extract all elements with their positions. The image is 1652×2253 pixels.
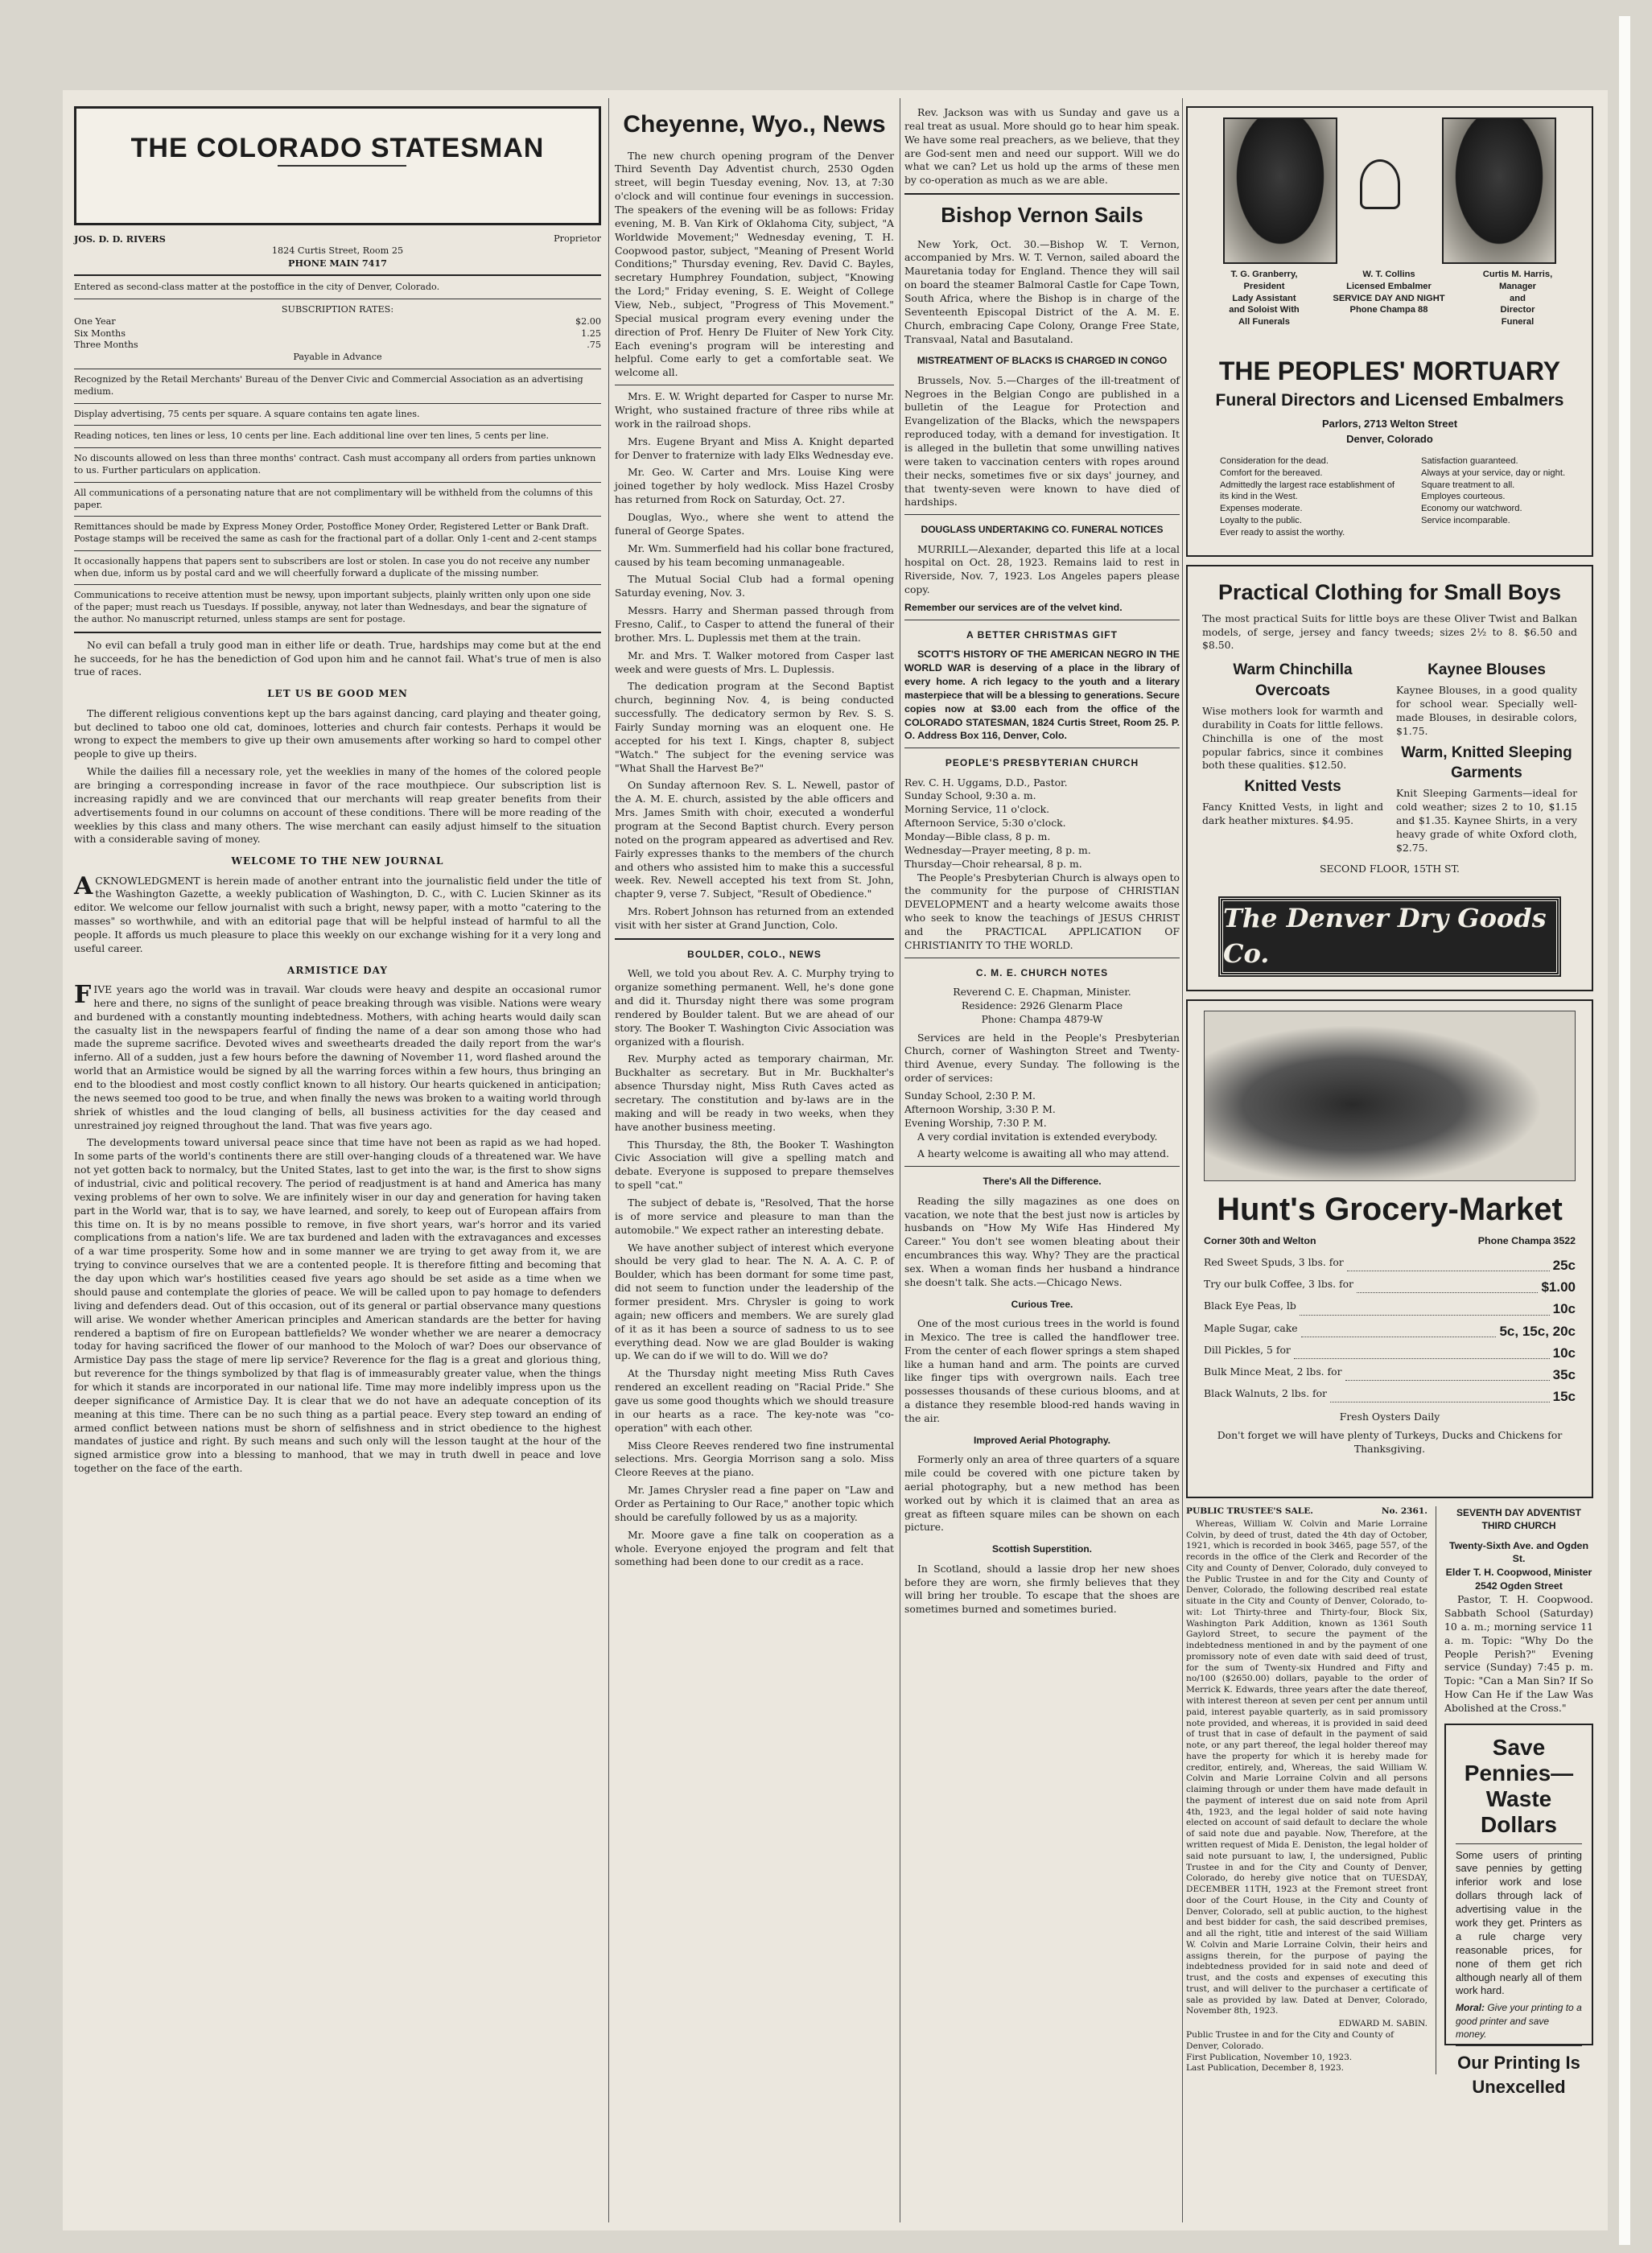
mortuary-list-left (1220, 455, 1405, 538)
grocery-price-list (1204, 1256, 1576, 1406)
item-price: 10c (1552, 1301, 1576, 1317)
paragraph: The new church opening program of the Denver Third Seventh Day Adventist church, 2530 Ogden street, will begin Tuesday evening, Nov. 13, at 7:30 o'clock and will continue four evenings in succession. The speakers of the evening will be as follows: Friday evening, M. B. Van Kirk of Oklahoma City, subject, "A Worldwide Movement;" Wednesday evening, T. H. Coopwood pastor, subject, "Meaning of Present World Conditions;" Thursday evening, Rev. David C. Bayles, secretary Humphrey Foundation, subject, "Knowing the Lord;" Friday evening, S. E. Weight of College View, Neb., subject, "Progress of This Movement." Special musical program every evening under the direction of Prof. Henry De Fluiter of New York City. Each evening's program will be interesting and helpful. Come early to get a comfortable seat. We welcome all. (615, 149, 894, 379)
vests-heading: Knitted Vests (1244, 778, 1341, 796)
list-item: Comfort for the bereaved. (1220, 467, 1323, 478)
douglass-note: Remember our services are of the velvet kind. (904, 602, 1123, 614)
trustee-role: Public Trustee in and for the City and County of Denver, Colorado. (1186, 2029, 1395, 2051)
overcoats-heading: Warm Chinchilla Overcoats (1233, 661, 1353, 700)
list-item: Consideration for the dead. (1220, 456, 1329, 466)
caption-line: Licensed Embalmer (1346, 281, 1432, 291)
grocery-address: Corner 30th and Welton (1204, 1235, 1316, 1247)
paragraph: Mr. and Mrs. T. Walker motored from Casper last week and were guests of Mrs. L. Duplessis. (615, 649, 894, 675)
masthead (74, 106, 601, 225)
paragraph: In Scotland, should a lassie drop her new shoes before they are worn, she firmly believes that they will bring her trouble. To escape that the shoes are sometimes burned and sometimes buried. (904, 1562, 1180, 1616)
item-name: Black Eye Peas, lb (1204, 1299, 1296, 1312)
portrait-harris (1442, 117, 1556, 264)
moral-label: Moral: (1456, 2002, 1485, 2014)
trustee-sale (1186, 1506, 1427, 2074)
pennies-footer-2: Unexcelled (1472, 2077, 1566, 2098)
clothing-columns (1202, 657, 1577, 859)
paragraph: Services are held in the People's Presbyterian Church, corner of Washington Street and Twenty-third Avenue, every Sunday. The following is the order of services: (904, 1031, 1180, 1085)
paragraph: Brussels, Nov. 5.—Charges of the ill-treatment of Negroes in the Belgian Congo are published in a bulletin of the League for Protection and Evangelization of the Blacks, which the newspapers reproduced today, with a demand for investigation. It is alleged in the bulletin that some unwilling natives were taken to vaccination centers with ropes around their necks, sometimes five or six days' journey, and that twenty-seven were known to have died of hardships. (904, 373, 1180, 509)
notice: Display advertising, 75 cents per square. A square contains ten agate lines. (74, 408, 420, 419)
drop-cap: A (74, 871, 93, 900)
notice: All communications of a personating nature that are not complimentary will be withheld from the columns of this paper. (74, 487, 593, 510)
list-item: Admittedly the largest race establishment of its kind in the West. (1220, 480, 1395, 502)
mortuary-list-right (1421, 455, 1582, 527)
collins-caption (1324, 269, 1453, 316)
column-ads (1186, 106, 1593, 2098)
paragraph: Miss Cleore Reeves rendered two fine instrumental selections. Mrs. Georgia Morrison sang a solo. Miss Cleore Reeves at the piano. (615, 1439, 894, 1479)
list-item: Service incomparable. (1421, 515, 1510, 525)
schedule-line: Afternoon Worship, 3:30 P. M. (904, 1102, 1056, 1115)
clothing-intro: The most practical Suits for little boys are these Oliver Twist and Balkan models, of serge, jersey and fancy tweeds; sizes 2½ to 8. $6.50 and $8.50. (1202, 612, 1577, 652)
schedule-line: Sunday School, 9:30 a. m. (904, 789, 1036, 802)
divider (74, 403, 601, 404)
paragraph: New York, Oct. 30.—Bishop W. T. Vernon, accompanied by Mrs. W. T. Vernon, sailed aboard the Mauretania today for England. Thence they will sail on board the steamer Balmoral Castle for Cape Town, South Africa, where the Bishop is in charge of the Seventeenth Episcopal District of the A. M. E. Church, embracing Cape Colony, Orange Free State, Transvaal, Natal and Basutaland. (904, 237, 1180, 345)
pennies-title-2: Waste Dollars (1481, 1786, 1557, 1838)
schedule-line: Sunday School, 2:30 P. M. (904, 1089, 1036, 1102)
caption-line: Curtis M. Harris, (1482, 270, 1553, 279)
item-name: Maple Sugar, cake (1204, 1321, 1298, 1334)
proprietor-row (74, 233, 601, 245)
list-item: Economy our watchword. (1421, 504, 1522, 514)
caption-line: T. G. Granberry, (1230, 270, 1298, 279)
clothing-right (1396, 657, 1577, 859)
item-price: 5c, 15c, 20c (1499, 1323, 1576, 1339)
paragraph: Douglas, Wyo., where she went to attend the funeral of George Spates. (615, 510, 894, 537)
clothing-ad (1186, 565, 1593, 991)
paragraph: The different religious conventions kept up the bars against dancing, card playing and theater going, but declined to taboo one old cat, dominoes, lotteries and church fair contests. Perhaps it would be wrong to expect the members to give up their own amusements after working so hard to compel other people to give up theirs. (74, 706, 601, 760)
subscription-heading: SUBSCRIPTION RATES: (281, 304, 394, 315)
price-row (1204, 1278, 1576, 1296)
item-price: 35c (1552, 1366, 1576, 1382)
notice: Reading notices, ten lines or less, 10 cents per line. Each additional line over ten lines, 5 cents per line. (74, 430, 550, 442)
caption-line: Director (1500, 305, 1535, 315)
adventist-address: Twenty-Sixth Ave. and Ogden St. (1448, 1539, 1589, 1565)
grocery-address-row (1204, 1234, 1576, 1248)
trustee-first-pub: First Publication, November 10, 1923. (1186, 2052, 1353, 2062)
rate-label: Three Months (74, 340, 138, 351)
caption-line: Lady Assistant (1232, 293, 1296, 303)
cme-minister: Reverend C. E. Chapman, Minister. (953, 986, 1131, 999)
adventist-elder: Elder T. H. Coopwood, Minister (1445, 1567, 1592, 1579)
price-row (1204, 1299, 1576, 1318)
grocery-ad (1186, 999, 1593, 1498)
paragraph: Mrs. Robert Johnson has returned from an extended visit with her sister at Grand Junction, Colo. (615, 905, 894, 932)
trustee-last-pub: Last Publication, December 8, 1923. (1186, 2063, 1345, 2074)
divider (1456, 1843, 1582, 1844)
grocery-title: Hunt's Grocery-Market (1217, 1192, 1563, 1227)
vests-text: Fancy Knitted Vests, in light and dark heather mixtures. $4.95. (1202, 801, 1383, 826)
divider (74, 447, 601, 448)
grocery-phone: Phone Champa 3522 (1477, 1235, 1576, 1247)
sleep-heading: Warm, Knitted Sleeping Garments (1401, 743, 1572, 782)
address: 1824 Curtis Street, Room 25 (271, 245, 404, 256)
rate-row (74, 340, 601, 352)
masthead-title: THE COLORADO STATESMAN (130, 133, 545, 163)
paragraph: Mrs. E. W. Wright departed for Casper to nurse Mr. Wright, who sustained fracture of three ribs while at work in the railroad shops. (615, 390, 894, 430)
caption-line: President (1243, 281, 1285, 291)
blouses-text: Kaynee Blouses, in a good quality for school wear. Specially well-made Blouses, in desirable colors, $1.75. (1396, 684, 1577, 737)
cme-phone: Phone: Champa 4879-W (981, 1012, 1103, 1025)
pennies-ad (1444, 1724, 1593, 2098)
headline-boulder: BOULDER, COLO., NEWS (687, 948, 822, 960)
schedule-line: Evening Worship, 7:30 P. M. (904, 1116, 1047, 1129)
headline-superstition: Scottish Superstition. (991, 1543, 1092, 1555)
turkey-illustration (1204, 1011, 1576, 1181)
paragraph: Mrs. Eugene Bryant and Miss A. Knight departed for Denver to fraternize with lady Elks Wednesday eve. (615, 435, 894, 461)
paragraph: This Thursday, the 8th, the Booker T. Washington Civic Association will give a spelling match and debate. Everyone is supposed to prepare themselves to spell "cat." (615, 1138, 894, 1192)
divider (615, 938, 894, 940)
caption-line: and Soloist With (1229, 305, 1300, 315)
column-news (904, 106, 1180, 1621)
list-item: Always at your service, day or night. (1421, 467, 1566, 478)
rate-label: One Year (74, 315, 116, 327)
sleep-text: Knit Sleeping Garments—ideal for cold weather; sizes 2 to 10, $1.15 and $1.35. Kaynee Shirts, in a very heavy grade of white Oxford cloth, $2.75. (1396, 787, 1577, 854)
headline-cme: C. M. E. CHURCH NOTES (975, 966, 1109, 978)
notice: Communications to receive attention must be newsy, upon important subjects, plainly written only upon one side of the paper; must reach us Tuesdays. If possible, anyway, not later than Wednesdays, and bear the signature of the author. No manuscript returned, unless stamps are sent for postage. (74, 590, 591, 624)
payable-note: Payable in Advance (293, 352, 382, 363)
item-name: Try our bulk Coffee, 3 lbs. for (1204, 1278, 1353, 1291)
paragraph: Rev. Murphy acted as temporary chairman, Mr. Buckhalter as secretary. But in Mr. Buckhalter's absence Thursday night, Miss Ruth Caves acted as secretary. The constitution and by-laws are in the making and will be ready in two weeks, when they have another business meeting. (615, 1052, 894, 1133)
headline-tree: Curious Tree. (1011, 1298, 1073, 1310)
price-row (1204, 1344, 1576, 1362)
caption-line: Phone Champa 88 (1349, 305, 1428, 315)
price-row (1204, 1322, 1576, 1341)
page-edge (1619, 16, 1630, 2245)
paragraph: Rev. Jackson was with us Sunday and gave us a real treat as usual. More should go to hear him speak. We have some real preachers, as we believe, that they are God-sent men and need our support. Will we do what we can? Let us hold up the arms of these men by co-operation as much as we are able. (904, 106, 1180, 187)
editorial-intro: No evil can befall a truly good man in either life or death. True, hardships may come but at the end he succeeds, for he has the benediction of God upon him and he cannot fail. What's true of men is also true of races. (74, 638, 601, 678)
caption-line: Manager (1498, 281, 1536, 291)
notice: Remittances should be made by Express Money Order, Postoffice Money Order, Registered Letter or Bank Draft. Postage stamps will be received the same as cash for the fractional part of a dollar. Only 1-cent and 2-cent stamps (74, 521, 597, 545)
paragraph: Mr. Geo. W. Carter and Mrs. Louise King were joined together by holy wedlock. Miss Hazel Crosby has returned from Rock on Saturday, Oct. 27. (615, 466, 894, 506)
granberry-caption (1196, 269, 1333, 328)
rate-label: Six Months (74, 327, 126, 339)
drop-cap: F (74, 981, 92, 1010)
divider (74, 425, 601, 426)
harris-caption (1453, 269, 1582, 328)
subscription-rates (74, 316, 601, 352)
paragraph: A very cordial invitation is extended everybody. (917, 1130, 1158, 1143)
schedule-line: Thursday—Choir rehearsal, 8 p. m. (904, 857, 1082, 870)
paragraph: The developments toward universal peace since that time have not been as rapid as we had hoped. In some parts of the world's continents there are still over-hanging clouds of a threatened war. We have not yet gotten back to normalcy, but the United States, last to get into the war, is the first to show signs of industrial, civic and political recovery. The period of readjustment is at hand and America has many vexing problems of her own to solve. We are infinitely wiser in our day and generation for having taken part in the World war, that is to say, we have learned, and sorely, to keep out of European affairs from this time on. It is by no means possible to remove, in five short years, war's horror and its varied complications from a nation's life. We are tax burdened and laden with the extravagances and excesses of a war time prosperity. Some how and in some manner we are trying to get away from it, we are trying to convince ourselves that we are a contented people. It is therefore fitting and becoming that the day upon which war's hostilities ceased five years ago should be set aside as a time when we should pause and contemplate the glories of peace. We will be called upon to pay homage to defenders living and defenders dead. Out of this occasion, out of its general or partial observance many questions will arise. We wonder whether American principles and American standards are the better for having rendered a baptism of fire on European battlefields? We wonder whether we are nearer a democracy today for having sacrificed the flower of our manhood to the Moloch of war? Does our observance of Armistice Day pass the stage of mere lip service? Reverence for the flag is a great and glorious thing, but reverence for the things symbolized by that flag is of immeasurably greater value, when the things for which it stands are incorporated in our national life. Time may more indelibly impress upon us the deeper significance of Armistice Day. It is clear that we do not have an adequate conception of its meaning at this time. There can be no such thing as a partial peace. Every step toward an ending of armed conflict between nations must be shorn of selfishness and in strict obedience to the highest mandates of justice and right. By such means and such only will the lesson taught at the hour of the signed armistice grow into a blessing to manhood, that we may in truth dwell in peace and love together on the face of the earth. (74, 1136, 601, 1475)
headline-welcome: WELCOME TO THE NEW JOURNAL (231, 855, 444, 867)
paragraph: The dedication program at the Second Baptist church, beginning Nov. 4, is being conducted successfully. The dedicatory sermon by Rev. S. S. Fairly Sunday morning was an eloquent one. He accepted for his text I. Kings, chapter 8, subject "Watch." The subject for the evening service was "What Shall the Harvest Be?" (615, 680, 894, 774)
notice: No discounts allowed on less than three months' contract. Cash must accompany all orders from parties unknown to us. Further particulars on application. (74, 453, 596, 476)
item-price: 25c (1552, 1258, 1576, 1274)
headline-presbyterian: PEOPLE'S PRESBYTERIAN CHURCH (945, 757, 1139, 769)
moral-text: Give your printing to a good printer and save money. (1456, 2002, 1582, 2040)
mortuary-city: Denver, Colorado (1346, 433, 1433, 445)
item-name: Dill Pickles, 5 for (1204, 1343, 1291, 1356)
trustee-body: Whereas, William W. Colvin and Marie Lorraine Colvin, by deed of trust, dated the 4th day of October, 1921, which is recorded in book 3465, page 557, of the records in the office of the Clerk and Recorder of the City and County of Denver, Colorado, duly conveyed to the Public Trustee in and for the City and County of Denver, Colorado, the following described real estate situate in the City and County of Denver, Colorado, to-wit: Lot Thirty-three and Thirty-four, Block Six, Washington Park Addition, known as 1361 South Gaylord Street, to secure the payment of the indebtedness mentioned in and by the payment of one promissory note of even date with said deed of trust, for the sum of Twenty-six Hundred and Fifty and no/100 ($2650.00) dollars, payable to the order of Merrick K. Edwards, three years after the date thereof, with interest thereon at seven per cent per annum until paid, interest payable quarterly, as in said promissory note provided, and whereas, it is provided in said deed of trust that in case of default in the payment of said note, or any part thereof, the legal holder thereof may have the property for which it is hereby made for creditor, entirely, and, Whereas, the said William W. Colvin and Marie Lorraine Colvin and all persons claiming through or under them have made default in the payment of interest due on said note from April 4th, 1923, and the legal holder of said note having elected on account of said default to declare the whole of said note due and payable. Now, Therefore, at the written request of Mida E. Deniston, the legal holder of said note pursuant to law, I, the undersigned, Public Trustee in and for the City and County of Denver, Colorado, do hereby give notice that on TUESDAY, DECEMBER 11TH, 1923 at the Fremont street front door of the Court House, in the City and County of Denver, Colorado, sell at public auction, to the highest and best bidder for cash, the said described premises, and all the right, title and interest of the said William W. Colvin and Marie Lorraine Colvin, their heirs and assigns therein, for the purpose of paying the indebtedness provided for in said note and deed of trust, and the costs and expenses of executing this trust, and will deliver to the purchaser a certificate of sale as provided by law. Dated at Denver, Colorado, November 8th, 1923. (1186, 1518, 1427, 2016)
headline-cheyenne: Cheyenne, Wyo., News (623, 111, 886, 138)
rate-row (74, 316, 601, 328)
portrait-granberry (1223, 117, 1337, 264)
list-item: Satisfaction guaranteed. (1421, 456, 1518, 466)
headline-difference: There's All the Difference. (983, 1176, 1102, 1188)
paragraph: Mr. Wm. Summerfield had his collar bone fractured, caused by his team becoming unmanageable. (615, 542, 894, 568)
list-item: Ever ready to assist the worthy. (1220, 527, 1345, 538)
list-item: Expenses moderate. (1220, 504, 1303, 514)
divider (74, 550, 601, 551)
emblem-icon (1360, 159, 1400, 209)
adventist-body: Pastor, T. H. Coopwood. Sabbath School (Saturday) 10 a. m.; morning service 11 a. m. Topic: "Why Do the People Perish?" Evening service (Sunday) 7:45 p. m. Topic: "Can a Man Sin? If So How Can He if the Law Was Abolished at the Cross." (1444, 1593, 1593, 1714)
trustee-title: PUBLIC TRUSTEE'S SALE. (1186, 1506, 1313, 1516)
headline-congo: MISTREATMENT OF BLACKS IS CHARGED IN CONGO (917, 355, 1168, 367)
schedule-line: Wednesday—Prayer meeting, 8 p. m. (904, 843, 1091, 856)
list-item: Employes courteous. (1421, 492, 1506, 502)
caption-line: Funeral (1501, 317, 1535, 327)
rate-price: $2.00 (575, 315, 601, 327)
presbyterian-schedule (904, 776, 1180, 871)
caption-line: and (1510, 293, 1526, 303)
headline-douglass: DOUGLASS UNDERTAKING CO. FUNERAL NOTICES (921, 524, 1164, 536)
paragraph: Well, we told you about Rev. A. C. Murphy trying to organize something permanent. Well, he's done gone and did it. Thursday night there was some program rendered by Boulder talent. But we are ahead of our story. The Booker T. Washington Civic Association was organized with a flourish. (615, 967, 894, 1048)
paragraph: We have another subject of interest which everyone should be very glad to hear. The N. A. A. C. P. of Boulder, which has been dormant for some time past, did not seem to function under the leadership of the former president. Mrs. Chrysler is going to work again; new officers and members. We are surely glad of it as it has been a source of sadness to us to see everything dead. Now we are glad Boulder is waking up. We can do if we will to do. Will we do? (615, 1241, 894, 1362)
column-rule (608, 98, 609, 2222)
column-cheyenne (615, 106, 894, 1573)
paragraph: One of the most curious trees in the world is found in Mexico. The tree is called the handflower tree. From the center of each flower springs a stem shaped like a human hand and arm. The points are curved like finger tips with overgrown nails. Each tree possesses thousands of these curious blooms, and at a distance they resemble blood-red hands waving in the air. (904, 1316, 1180, 1424)
price-row (1204, 1256, 1576, 1275)
paragraph: While the dailies fill a necessary role, yet the weeklies in many of the homes of the colored people are bringing a corresponding increase in favor of the race mouthpiece. Our subscription list is increasing rapidly and we are convinced that our merchants will reap greater benefits from their advertisements found in our columns on account of these conditions. There will be more reading of the weeklies by this class and many others. The wise merchant can easily adjust himself to the situation with a considerable saving of money. (74, 765, 601, 846)
caption-line: SERVICE DAY AND NIGHT (1333, 293, 1445, 303)
caption-line: W. T. Collins (1362, 270, 1415, 279)
item-name: Bulk Mince Meat, 2 lbs. for (1204, 1365, 1342, 1378)
paragraph: SCOTT'S HISTORY OF THE AMERICAN NEGRO IN THE WORLD WAR is deserving of a place in the library of every home. A rich legacy to the youth and a literary masterpiece that will be a blessing to generations. Secure copies now at $3.00 each from the office of the COLORADO STATESMAN, 1824 Curtis Street, Room 25. P. O. Address Box 116, Denver, Colo. (904, 649, 1180, 742)
denver-dry-goods-logo: The Denver Dry Goods Co. (1220, 898, 1559, 975)
clothing-title: Practical Clothing for Small Boys (1217, 580, 1562, 604)
item-price: $1.00 (1541, 1279, 1576, 1295)
paragraph: The People's Presbyterian Church is always open to the community for the purpose of CHRISTIAN DEVELOPMENT and a hearty welcome awaits those who seek to know the teachings of JESUS CHRIST and the PRACTICAL APPLICATION OF CHRISTIANITY TO THE WORLD. (904, 871, 1180, 951)
paragraph: Reading the silly magazines as one does on vacation, we note that the best just now is articles by husbands on "How My Wife Has Hindered My Career." You don't see women bleating about their encumbrances this way. Why? They are the practical sex. When a woman finds her husband a hindrance she doesn't talk. She acts.—Chicago News. (904, 1194, 1180, 1288)
divider (74, 516, 601, 517)
item-name: Red Sweet Spuds, 3 lbs. for (1204, 1256, 1344, 1269)
masthead-ornament (278, 165, 406, 215)
item-price: 10c (1552, 1345, 1576, 1361)
adventist-title: SEVENTH DAY ADVENTIST THIRD CHURCH (1456, 1507, 1581, 1532)
pennies-title: Save Pennies— (1464, 1734, 1574, 1786)
paragraph: Mr. Moore gave a fine talk on cooperation as a whole. Everyone enjoyed the program and felt that something had been done to our credit as a race. (615, 1528, 894, 1568)
headline-vernon: Bishop Vernon Sails (941, 203, 1143, 228)
paragraph-text: CKNOWLEDGMENT is herein made of another entrant into the journalistic field under the title of the Washington Gazette, a weekly publication of Washington, D. C., with C. Lucien Skinner as its editor. We welcome our fellow journalist with such a bright, newsy paper, with a motto "catering to the masses" so worthwhile, and with an editorial page that will be helpful instead of harmful to all the people. It affords us much pleasure to place this weekly on our exchange wishing for it a very long and useful career. (74, 874, 601, 954)
item-name: Black Walnuts, 2 lbs. for (1204, 1386, 1327, 1399)
overcoats-text: Wise mothers look for warmth and durability in Coats for little fellows. Chinchilla is one of the most popular fabrics, since it combines both these qualities. $12.50. (1202, 704, 1383, 772)
proprietor-name: JOS. D. D. RIVERS (74, 233, 166, 245)
price-row (1204, 1387, 1576, 1406)
bottom-ads (1186, 1506, 1593, 2098)
divider (904, 514, 1180, 515)
trustee-signed: EDWARD M. SABIN. (1338, 2019, 1427, 2029)
paragraph-armistice (74, 983, 601, 1132)
item-price: 15c (1552, 1388, 1576, 1404)
trustee-number: No. 2361. (1381, 1506, 1427, 1516)
price-row (1204, 1365, 1576, 1384)
paragraph-welcome (74, 871, 601, 956)
paragraph: At the Thursday night meeting Miss Ruth Caves rendered an excellent reading on "Racial Pride." She gave us some good thoughts which we should treasure in our hearts as a race. The key-note was "co-operation" with each other. (615, 1367, 894, 1434)
clothing-left (1202, 657, 1383, 859)
divider (74, 632, 601, 633)
right-bottom (1444, 1506, 1593, 2098)
pennies-moral (1456, 2001, 1582, 2041)
divider (904, 193, 1180, 195)
headline-armistice: ARMISTICE DAY (287, 964, 388, 976)
adventist-street: 2542 Ogden Street (1475, 1580, 1563, 1592)
divider (1456, 2045, 1582, 2046)
column-editorial (74, 106, 601, 1480)
entered-notice: Entered as second-class matter at the postoffice in the city of Denver, Colorado. (74, 282, 440, 293)
mortuary-subtitle: Funeral Directors and Licensed Embalmers (1215, 391, 1564, 410)
paragraph: MURRILL—Alexander, departed this life at a local hospital on Oct. 28, 1923. Remains laid to rest in Riverside, Nov. 7, 1923. Los Angeles papers please copy. (904, 542, 1180, 596)
blouses-heading: Kaynee Blouses (1427, 661, 1546, 679)
paragraph: The Mutual Social Club had a formal opening Saturday evening, Nov. 3. (615, 573, 894, 599)
headline-good-men: LET US BE GOOD MEN (267, 688, 408, 700)
paragraph: On Sunday afternoon Rev. S. L. Newell, pastor of the A. M. E. church, assisted by the able officers and Mrs. James Smith with choir, executed a wonderful program at the Second Baptist church. Every person noted on the program appeared as advertised and Rev. Fairly expresses thanks to the members of the church and others who assisted him to make this a successful week. Rev. Newell accepted his text from St. John, chapter 9, verse 7. Subject, "Result of Obedience." (615, 779, 894, 900)
rate-price: 1.25 (581, 327, 601, 339)
paragraph-text: IVE years ago the world was in travail. War clouds were heavy and despite an occasional rumor here and there, no signs of the sunlight of peace breaking through was visible. Nations were weary and burdened with a constantly mounting indebtedness. Mothers, with aching hearts would daily scan the casualty list in the newspapers fearful of finding the name of a dear son among those who had made the supreme sacrifice. Devoted wives and sweethearts dreaded the daily report from the war's inferno. All of a sudden, just a few hours before the dawning of November 11, word flashed around the world that an Armistice would be signed by all the warring forces within a few hours, thus bringing an end to the bloodiest and most costly conflict known to all history. Our hearts quickened in anticipation; the news seemed too good to be true, and when finally the news was broken to a waiting world through shriek of whistles and the loud clanging of bells, all business activities for the day ceased and unrestrained joy reigned throughout the land. That was five years ago. (74, 983, 601, 1131)
phone: PHONE MAIN 7417 (288, 257, 387, 269)
paragraph: The subject of debate is, "Resolved, That the horse is of more service and pleasure to man than the automobile." We expect rather an interesting debate. (615, 1196, 894, 1236)
list-item: Square treatment to all. (1421, 480, 1515, 490)
mortuary-parlors: Parlors, 2713 Welton Street (1321, 418, 1458, 430)
trustee-heading (1186, 1506, 1427, 1518)
schedule-line: Monday—Bible class, 8 p. m. (904, 830, 1051, 842)
proprietor-label: Proprietor (554, 233, 601, 244)
caption-line: All Funerals (1238, 317, 1291, 327)
rate-row (74, 328, 601, 340)
divider (74, 482, 601, 483)
paragraph: Messrs. Harry and Sherman passed through from Fresno, Calif., to Casper to attend the funeral of their brother. Mrs. L. Duplessis met them at the train. (615, 604, 894, 644)
schedule-line: Afternoon Service, 5:30 o'clock. (904, 817, 1066, 830)
headline-christmas: A BETTER CHRISTMAS GIFT (966, 628, 1118, 640)
clothing-floor: SECOND FLOOR, 15TH ST. (1320, 862, 1460, 875)
notice: It occasionally happens that papers sent to subscribers are lost or stolen. In case you do not receive any number when due, inform us by postal card and we will cheerfully forward a duplicate of the missing number. (74, 555, 590, 579)
mortuary-title: THE PEOPLES' MORTUARY (1218, 356, 1561, 385)
paragraph: A hearty welcome is awaiting all who may attend. (917, 1147, 1169, 1160)
divider (904, 1166, 1180, 1167)
headline-photography: Improved Aerial Photography. (973, 1434, 1111, 1446)
newspaper-page (63, 90, 1608, 2230)
notice: Recognized by the Retail Merchants' Bureau of the Denver Civic and Commercial Association as an advertising medium. (74, 374, 583, 397)
column-rule (1182, 98, 1183, 2222)
list-item: Loyalty to the public. (1220, 515, 1302, 525)
mortuary-ad (1186, 106, 1593, 557)
paragraph: Mr. James Chrysler read a fine paper on "Law and Order as Pertaining to Our Race," another topic which should be carefully followed by us as a majority. (615, 1484, 894, 1523)
schedule-line: Rev. C. H. Uggams, D.D., Pastor. (904, 776, 1068, 789)
schedule-line: Morning Service, 11 o'clock. (904, 803, 1050, 816)
paragraph: Formerly only an area of three quarters of a square mile could be covered with one picture taken by aerial photography, but a new method has been worked out by which it is claimed that an area as great as fifteen square miles can be shown on each picture. (904, 1453, 1180, 1534)
pennies-body: Some users of printing save pennies by getting inferior work and lose dollars through lack of advertising value in the work they get. Printers as a rule charge very reasonable prices, for none of them get rich although nearly all of them work hard. (1456, 1848, 1582, 1997)
divider (74, 274, 601, 276)
cme-residence: Residence: 2926 Glenarm Place (961, 999, 1123, 1011)
grocery-footer: Don't forget we will have plenty of Turkeys, Ducks and Chickens for Thanksgiving. (1217, 1428, 1563, 1455)
grocery-oysters: Fresh Oysters Daily (1339, 1411, 1440, 1423)
divider (74, 584, 601, 585)
rate-price: .75 (587, 340, 601, 351)
pennies-footer: Our Printing Is (1457, 2053, 1580, 2074)
